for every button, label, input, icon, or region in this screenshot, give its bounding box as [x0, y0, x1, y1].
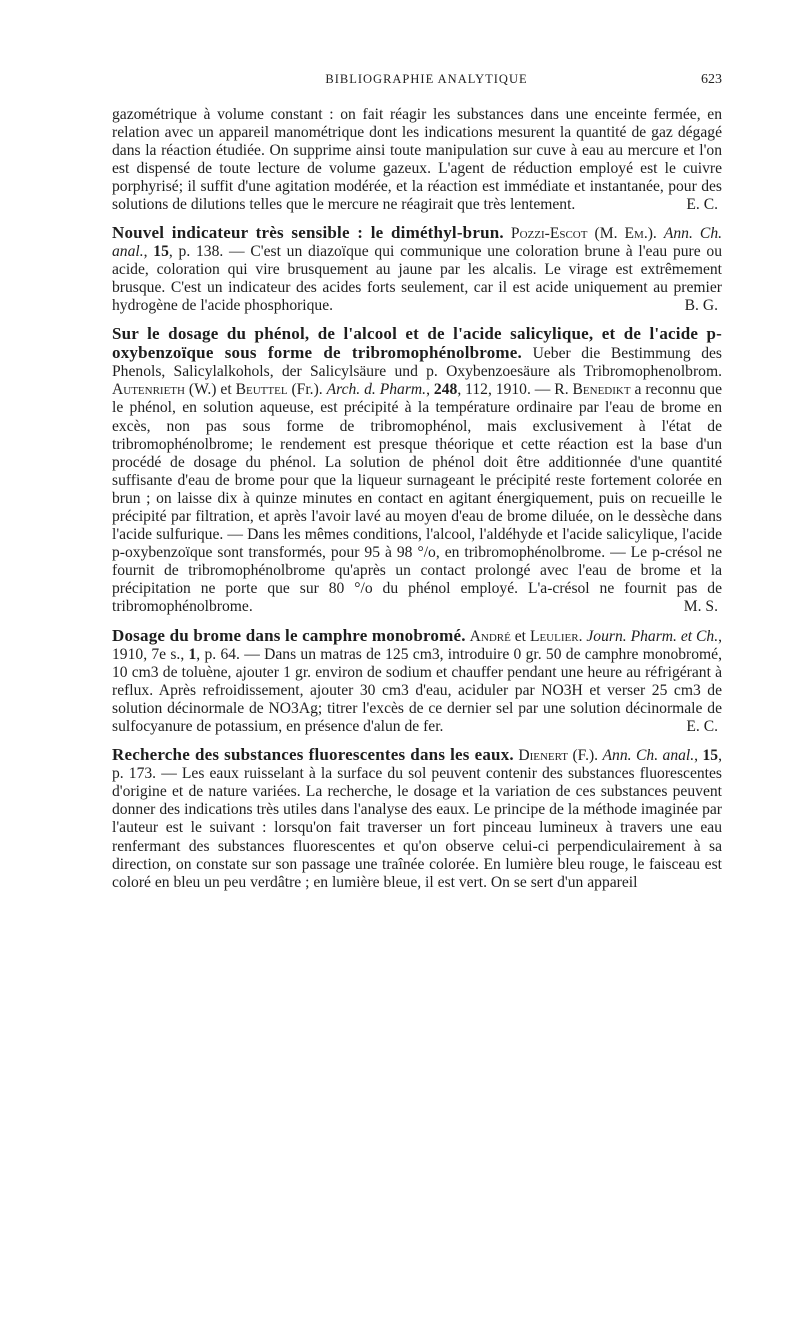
- entry-title: Recherche des substances fluorescentes dans les eaux.: [112, 745, 514, 765]
- entry-author-2-initial: (Fr.).: [291, 381, 323, 399]
- entry-volume: 15: [702, 747, 719, 765]
- entry-author: Autenrieth: [112, 381, 185, 399]
- abstract-entry: Recherche des substances fluorescentes dans les eaux. Dienert (F.). Ann. Ch. anal., 15, p. 173. — Les eaux ruisselant à la surface du sol peuvent contenir des substances fluorescentes d'origine et de nature variées. La recherche, le dosage et la variation de ces substances peuvent donner des indications très utiles dans l'analyse des eaux. Le principe de la méthode imaginée par l'auteur est le suivant : lorsqu'on fait traverser un fort pinceau lumineux à travers une eau renfermant des substances fluorescentes et qu'on observe celui-ci perpendiculairement à sa direction, on constate sur son passage une traînée colorée. En lumière bleu rouge, le faisceau est coloré en bleu un peu verdâtre ; en lumière bleue, il est vert. On se sert d'un appareil: [112, 745, 722, 891]
- page-number: 623: [701, 72, 722, 87]
- entry-volume: 248: [433, 381, 458, 399]
- entry-page: p. 138.: [178, 242, 224, 260]
- page-body: [112, 106, 722, 892]
- entry-journal: Ann. Ch. anal.: [602, 747, 695, 765]
- entry-author: André: [469, 627, 511, 645]
- entry-journal: Journ. Pharm. et Ch.: [586, 627, 719, 645]
- entry-author: Pozzi-Escot: [510, 224, 588, 242]
- entry-author-initial: (F.).: [572, 747, 599, 765]
- entry-title: Sur le dosage du phénol, de l'alcool et de l'acide salicylique, et de l'acide p-oxybenzoïque sous forme de tribromophénolbrome.: [112, 324, 722, 363]
- continued-paragraph: [112, 106, 722, 215]
- entry-page: 112, 1910.: [465, 381, 531, 399]
- entry-journal: Ann. Ch. anal.: [112, 224, 723, 260]
- entry-body: — Dans un matras de 125 cm3, introduire 0 gr. 50 de camphre monobromé, 10 cm3 de toluène, ajouter 1 gr. environ de sodium et chauffer pendant une heure au réfrigérant à reflux. Après refroidissement, ajouter 30 cm3 d'eau, aciduler par NO3H et verser 25 cm3 de solution décinormale de NO3Ag; titrer l'excès de ce dernier sel par une solution décinormale de sulfocyanure de potassium, en présence d'alun de fer.: [112, 645, 722, 735]
- running-title: BIBLIOGRAPHIE ANALYTIQUE: [325, 72, 528, 86]
- abstract-entry: Sur le dosage du phénol, de l'alcool et de l'acide salicylique, et de l'acide p-oxybenzoïque sous forme de tribromophénolbrome. Ueber die Bestimmung des Phenols, Salicylalkohols, der Salicylsäure und p. Oxybenzoesäure als Tribromophenolbrom. Autenrieth (W.) et Beuttel (Fr.). Arch. d. Pharm., 248, 112, 1910. — R. Benedikt a reconnu que le phénol, en solution aqueuse, est précipité à la température ordinaire par l'eau de brome en excès, non pas sous forme de tribromophénol, mais exclusivement à l'état de tribromophénolbrome; le rendement est presque théorique et cette réaction est la base d'un procédé de dosage du phénol. La solution de phénol doit être additionnée d'une quantité suffisante d'eau de brome pour que la liqueur surnageant le précipité reste fortement colorée en brun ; on laisse dix à quinze minutes en contact en agitant énergiquement, puis on recueille le précipité par filtration, et après l'avoir lavé au moyen d'eau de brome diluée, on le dessèche dans l'acide sulfurique. — Dans les mêmes conditions, l'alcool, l'aldéhyde et l'acide salicylique, l'acide p-oxybenzoïque sont transformés, pour 95 à 98 °/o, en tribromophénolbrome. — Le p-crésol ne fournit de tribromophénolbrome qu'après un contact prolongé avec l'eau de brome et la précipitation ne porte que sur 80 °/o du phénol employé. L'a-crésol ne fournit pas de tribromophénolbrome. M. S.: [112, 324, 722, 616]
- entry-volume-prefix: 1910, 7e s.,: [112, 645, 185, 663]
- signature: B. G.: [684, 296, 718, 314]
- entry-author: Dienert: [518, 747, 569, 765]
- running-head: [112, 72, 722, 96]
- abstract-entry: Dosage du brome dans le camphre monobromé. André et Leulier. Journ. Pharm. et Ch., 1910, 7e s., 1, p. 64. — Dans un matras de 125 cm3, introduire 0 gr. 50 de camphre monobromé, 10 cm3 de toluène, ajouter 1 gr. environ de sodium et chauffer pendant une heure au réfrigérant à reflux. Après refroidissement, ajouter 30 cm3 d'eau, aciduler par NO3H et verser 25 cm3 de solution décinormale de NO3Ag; titrer l'excès de ce dernier sel par une solution décinormale de sulfocyanure de potassium, en présence d'alun de fer. E. C.: [112, 625, 723, 735]
- entry-page: p. 64.: [204, 645, 240, 663]
- entry-author-initial: (M. Em.).: [594, 224, 657, 242]
- entry-page: p. 173.: [112, 765, 157, 783]
- entry-title: Nouvel indicateur très sensible : le diméthyl-brun.: [112, 222, 504, 242]
- entry-body-lead: — R.: [534, 381, 569, 399]
- entry-author-2: Beuttel: [235, 381, 288, 399]
- signature: E. C.: [686, 718, 718, 735]
- entry-cited-author: Benedikt: [572, 381, 631, 399]
- entry-body: — Les eaux ruisselant à la surface du sol peuvent contenir des substances fluorescentes d'origine et de nature variées. La recherche, le dosage et la variation de ces substances peuvent donner des indications très utiles dans l'analyse des eaux. Le principe de la méthode imaginée par l'auteur est le suivant : lorsqu'on fait traverser un fort pinceau lumineux à travers une eau renfermant des substances fluorescentes et qu'on observe celui-ci perpendiculairement à sa direction, on constate sur son passage une traînée colorée. En lumière bleu rouge, le faisceau est coloré en bleu un peu verdâtre ; en lumière bleue, il est vert. On se sert d'un appareil: [112, 765, 722, 891]
- entry-volume: 1: [188, 645, 197, 663]
- entry-original-title: Ueber die Bestimmung des Phenols, Salicylalkohols, der Salicylsäure und p. Oxybenzoesäure als Tribromophenolbrom.: [112, 345, 722, 381]
- entry-volume: 15: [153, 242, 169, 260]
- continued-text: gazométrique à volume constant : on fait réagir les substances dans une enceinte fermée, en relation avec un appareil manométrique dont les indications mesurent la quantité de gaz dégagé dans la réaction étudiée. On supprime ainsi toute manipulation sur cuve à eau au mercure et l'on est dispensé de toute lecture de volume gazeux. L'agent de réduction employé est le cuivre porphyrisé; il suffit d'une agitation modérée, et la réaction est immédiate et instantanée, pour des solutions de dilutions telles que le mercure ne réagirait que très lentement.: [112, 106, 722, 214]
- entry-author-initial: (W.): [188, 381, 217, 399]
- entry-conjunction: et: [514, 627, 527, 645]
- entry-title: Dosage du brome dans le camphre monobromé.: [112, 625, 466, 645]
- entry-author-2: Leulier.: [529, 627, 583, 645]
- abstract-entry: Nouvel indicateur très sensible : le diméthyl-brun. Pozzi-Escot (M. Em.). Ann. Ch. anal., 15, p. 138. — C'est un diazoïque qui communique une coloration brune à l'eau pure ou acide, coloration qui vire brusquement au jaune par les alcalis. Le virage est extrêmement brusque. C'est un indicateur des acides forts seulement, car il est acide uniquement au premier hydrogène de l'acide phosphorique. B. G.: [112, 222, 723, 314]
- entry-conjunction: et: [220, 381, 232, 399]
- entry-body: — C'est un diazoïque qui communique une coloration brune à l'eau pure ou acide, coloration qui vire brusquement au jaune par les alcalis. Le virage est extrêmement brusque. C'est un indicateur des acides forts seulement, car il est acide uniquement au premier hydrogène de l'acide phosphorique.: [112, 242, 723, 314]
- entry-body: a reconnu que le phénol, en solution aqueuse, est précipité à la température ordinaire par l'eau de brome en excès, non pas sous forme de tribromophénol, mais exclusivement à l'état de tribromophénolbrome; le rendement est presque théorique et cette réaction est la base d'un procédé de dosage du phénol. La solution de phénol doit être additionnée d'une quantité suffisante d'eau de brome pour que la liqueur surnageant le précipité reste fortement colorée en brun ; on laisse dix à quinze minutes en contact en agitant énergiquement, puis on recueille le précipité par filtration, et après l'avoir lavé au moyen d'eau de brome diluée, on le dessèche dans l'acide sulfurique. — Dans les mêmes conditions, l'alcool, l'aldéhyde et l'acide salicylique, l'acide p-oxybenzoïque sont transformés, pour 95 à 98 °/o, en tribromophénolbrome. — Le p-crésol ne fournit de tribromophénolbrome qu'après un contact prolongé avec l'eau de brome et la précipitation ne porte que sur 80 °/o du phénol employé. L'a-crésol ne fournit pas de tribromophénolbrome.: [112, 381, 722, 616]
- signature: M. S.: [683, 598, 718, 616]
- signature: E. C.: [686, 196, 718, 214]
- entry-journal: Arch. d. Pharm.: [326, 381, 427, 399]
